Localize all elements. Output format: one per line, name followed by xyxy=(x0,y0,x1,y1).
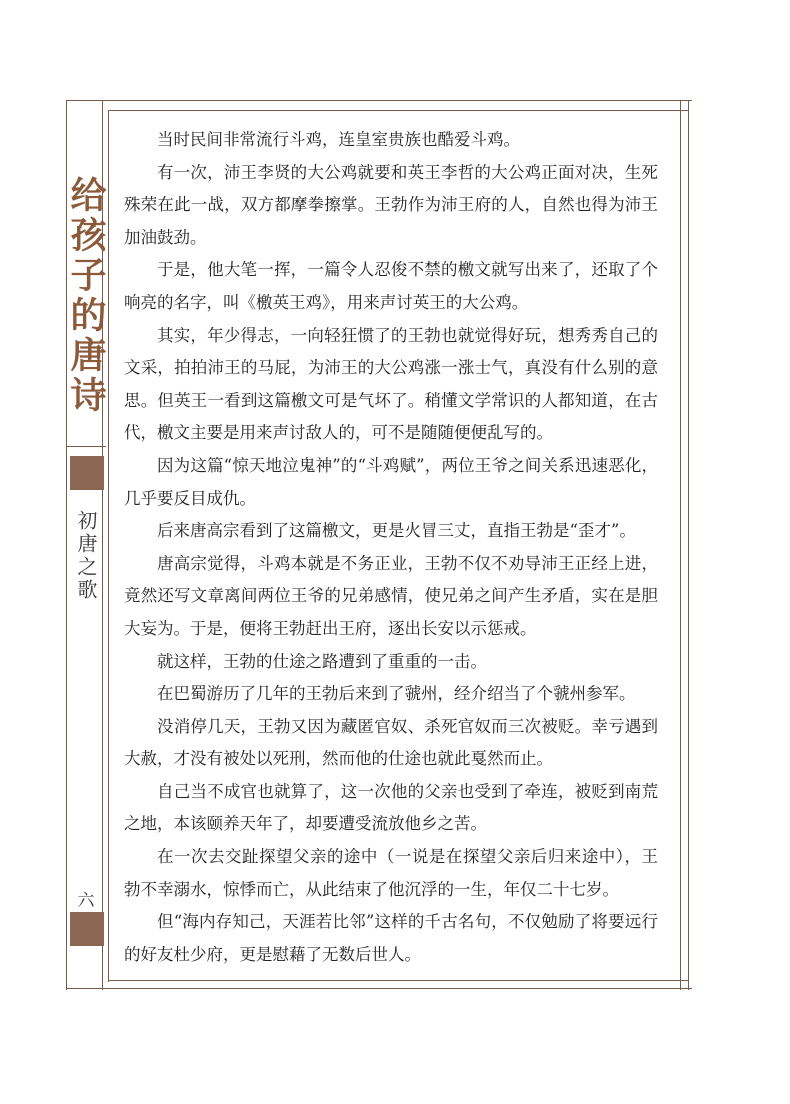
frame-rule-bottom-inner xyxy=(108,980,688,981)
frame-rule-top-inner xyxy=(108,110,688,111)
frame-rule-bottom-outer xyxy=(66,988,692,989)
section-title: 初唐之歌 xyxy=(74,510,98,602)
paragraph: 没消停几天，王勃又因为藏匿官奴、杀死官奴而三次被贬。幸亏遇到大赦，才没有被处以死刑，然而他的仕途也就此戛然而止。 xyxy=(124,716,658,769)
paragraph: 有一次，沛王李贤的大公鸡就要和英王李哲的大公鸡正面对决，生死殊荣在此一战，双方都摩拳擦掌。王勃作为沛王府的人，自然也得为沛王加油鼓劲。 xyxy=(124,162,658,247)
frame-rule-right-outer xyxy=(688,100,689,990)
frame-rule-right-inner xyxy=(680,100,681,990)
paragraph: 就这样，王勃的仕途之路遭到了重重的一击。 xyxy=(157,651,487,671)
paragraph: 在一次去交趾探望父亲的途中（一说是在探望父亲后归来途中），王勃不幸溺水，惊悸而亡，从此结束了他沉浮的一生，年仅二十七岁。 xyxy=(124,847,658,899)
paragraph: 因为这篇“惊天地泣鬼神”的“斗鸡赋”，两位王爷之间关系迅速恶化，几乎要反目成仇。 xyxy=(124,455,658,508)
paragraph: 后来唐高宗看到了这篇檄文，更是火冒三丈，直指王勃是“歪才”。 xyxy=(157,521,636,541)
body-text xyxy=(124,124,658,971)
frame-rule-top-outer xyxy=(66,100,692,101)
page-number: 六 xyxy=(77,891,95,911)
sidebar-divider xyxy=(66,446,106,447)
paragraph: 当时民间非常流行斗鸡，连皇室贵族也酷爱斗鸡。 xyxy=(157,130,520,149)
paragraph: 于是，他大笔一挥，一篇令人忍俊不禁的檄文就写出来了，还取了个响亮的名字，叫《檄英王鸡》，用来声讨英王的大公鸡。 xyxy=(124,260,658,312)
decorative-band-top xyxy=(70,456,104,490)
book-title: 给孩子的唐诗 xyxy=(65,176,107,416)
paragraph: 自己当不成官也就算了，这一次他的父亲也受到了牵连，被贬到南荒之地，本该颐养天年了，却要遭受流放他乡之苦。 xyxy=(124,781,658,834)
paragraph: 在巴蜀游历了几年的王勃后来到了虢州，经介绍当了个虢州参军。 xyxy=(157,684,636,704)
paragraph: 其实，年少得志，一向轻狂惯了的王勃也就觉得好玩，想秀秀自己的文采，拍拍沛王的马屁，为沛王的大公鸡涨一涨士气，真没有什么别的意思。但英王一看到这篇檄文可是气坏了。稍懂文学常识的人都知道，在古代，檄文主要是用来声讨敌人的，可不是随随便便乱写的。 xyxy=(124,325,658,443)
frame-rule-left-inner xyxy=(108,110,109,982)
decorative-band-bottom xyxy=(70,912,104,946)
paragraph: 但“海内存知己，天涯若比邻”这样的千古名句，不仅勉励了将要远行的好友杜少府，更是慰藉了无数后世人。 xyxy=(124,912,658,964)
paragraph: 唐高宗觉得，斗鸡本就是不务正业，王勃不仅不劝导沛王正经上进，竟然还写文章离间两位王爷的兄弟感情，使兄弟之间产生矛盾，实在是胆大妄为。于是，便将王勃赶出王府，逐出长安以示惩戒。 xyxy=(124,553,658,638)
